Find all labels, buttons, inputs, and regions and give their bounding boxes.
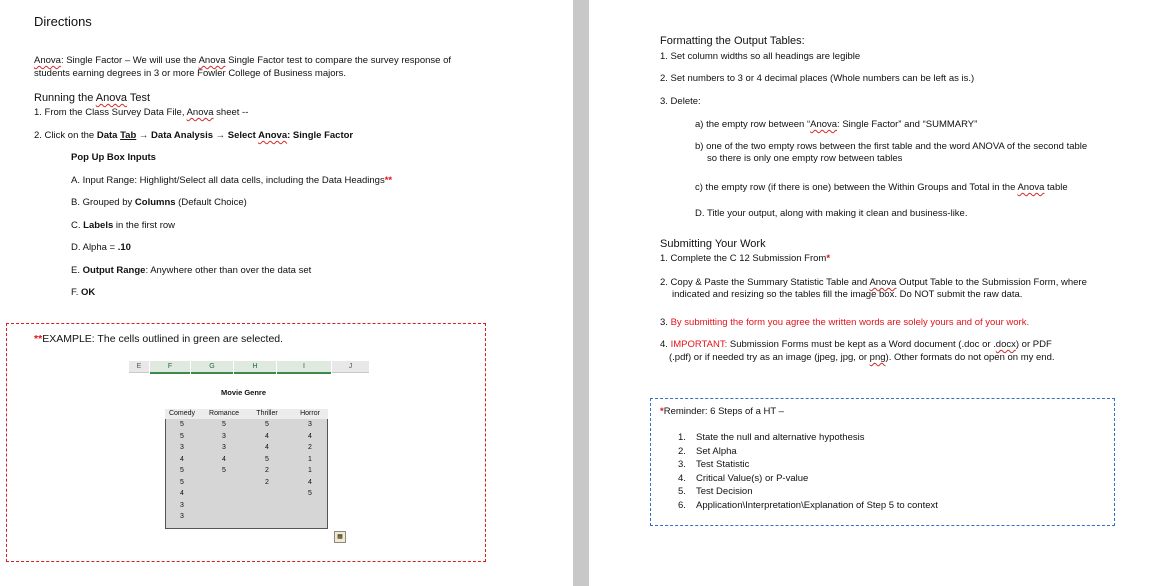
sheet-cell[interactable]: 5 <box>180 421 184 428</box>
reminder-item: Test Statistic <box>696 459 750 471</box>
right-page <box>589 0 1163 586</box>
step-1: 1. From the Class Survey Data File, Anova sheet -- <box>34 107 249 118</box>
sheet-cell[interactable]: 5 <box>180 432 184 440</box>
fmt-step-1: 1. Set column widths so all headings are legible <box>660 51 861 62</box>
sheet-cell[interactable]: 2 <box>265 467 269 474</box>
intro-line-2: students earning degrees in 3 or more Fowler College of Business majors. <box>34 68 347 79</box>
section-heading-running: Running the Anova Test <box>34 92 151 104</box>
left-page <box>0 0 573 586</box>
reminder-title: *Reminder: 6 Steps of a HT – <box>660 406 784 417</box>
spreadsheet-example <box>129 361 369 540</box>
sheet-cell[interactable] <box>246 489 288 500</box>
header-romance[interactable]: Romance <box>209 410 239 417</box>
reminder-item: State the null and alternative hypothesis <box>696 432 865 443</box>
col-header-f: F <box>150 361 190 374</box>
reminder-item: Test Decision <box>696 486 753 498</box>
sheet-cell[interactable]: 4 <box>180 455 184 463</box>
submit-step-2-line-2: indicated and resizing so the tables fill the image box. Do NOT submit the raw data. <box>672 289 1023 300</box>
quick-analysis-icon[interactable]: ▦ <box>334 531 346 543</box>
page-gutter <box>573 0 589 586</box>
fmt-step-2: 2. Set numbers to 3 or 4 decimal places (Whole numbers can be left as is.) <box>660 73 975 84</box>
delete-d: D. Title your output, along with making it clean and business-like. <box>695 208 968 219</box>
sheet-cell[interactable] <box>289 501 331 512</box>
sheet-cell[interactable] <box>203 501 245 512</box>
sheet-cell[interactable] <box>203 512 245 523</box>
input-d: D. Alpha = .10 <box>71 242 131 253</box>
page-title: Directions <box>34 14 92 29</box>
sheet-cell[interactable]: 5 <box>265 455 269 463</box>
input-e: E. Output Range: Anywhere other than over the data set <box>71 265 312 276</box>
fmt-step-3: 3. Delete: <box>660 96 701 107</box>
input-b: B. Grouped by Columns (Default Choice) <box>71 197 247 208</box>
col-header-i: I <box>277 361 331 374</box>
sheet-cell[interactable]: 5 <box>308 490 312 497</box>
reminder-item: Critical Value(s) or P-value <box>696 472 809 484</box>
sheet-cell[interactable]: 5 <box>222 421 226 428</box>
sheet-cell[interactable]: 3 <box>180 501 184 509</box>
input-a: A. Input Range: Highlight/Select all data cells, including the Data Headings** <box>71 175 393 186</box>
reminder-number: 4. <box>678 472 686 484</box>
sheet-cell[interactable]: 1 <box>308 455 312 463</box>
sheet-cell[interactable] <box>246 512 288 523</box>
sheet-cell[interactable]: 4 <box>265 432 269 440</box>
sheet-cell[interactable] <box>289 512 331 523</box>
delete-a: a) the empty row between “Anova: Single Factor” and “SUMMARY” <box>695 119 978 130</box>
sheet-cell[interactable]: 3 <box>180 513 184 520</box>
submit-step-4-line-2: (.pdf) or if needed try as an image (jpeg, jpg, or png). Other formats do not open on my end. <box>669 352 1055 363</box>
sheet-cell[interactable]: 2 <box>265 478 269 486</box>
sheet-cell[interactable]: 4 <box>222 455 226 463</box>
submit-step-2-line-1: 2. Copy & Paste the Summary Statistic Table and Anova Output Table to the Submission Form, where <box>660 277 1087 288</box>
sheet-cell[interactable]: 4 <box>265 444 269 451</box>
submit-step-3: 3. By submitting the form you agree the written words are solely yours and of your work. <box>660 317 1030 328</box>
reminder-number: 2. <box>678 445 686 457</box>
sheet-cell[interactable]: 5 <box>180 478 184 486</box>
example-caption: **EXAMPLE: The cells outlined in green are selected. <box>34 333 284 345</box>
reminder-item: Set Alpha <box>696 445 737 457</box>
delete-b-line-2: so there is only one empty row between tables <box>707 153 903 164</box>
reminder-number: 3. <box>678 459 686 471</box>
header-horror[interactable]: Horror <box>300 410 320 417</box>
sheet-cell[interactable] <box>246 501 288 512</box>
sheet-cell[interactable]: 3 <box>222 444 226 451</box>
sheet-title: Movie Genre <box>221 388 267 397</box>
delete-b-line-1: b) one of the two empty rows between the first table and the word ANOVA of the second table <box>695 141 1088 152</box>
sheet-cell[interactable]: 3 <box>308 421 312 428</box>
sheet-cell[interactable] <box>203 478 245 489</box>
sheet-cell[interactable]: 3 <box>180 444 184 451</box>
col-header-j: J <box>332 361 369 373</box>
step-2: 2. Click on the Data Tab → Data Analysis → Select Anova: Single Factor <box>34 130 354 141</box>
input-f: F. OK <box>71 287 96 298</box>
reminder-item: Application\Interpretation\Explanation of Step 5 to context <box>696 500 938 511</box>
sheet-cell[interactable]: 3 <box>222 432 226 440</box>
col-header-h: H <box>234 361 276 374</box>
submit-step-1: 1. Complete the C 12 Submission From* <box>660 253 831 264</box>
sheet-cell[interactable]: 5 <box>265 421 269 428</box>
sheet-cell[interactable]: 4 <box>180 490 184 497</box>
sheet-cell[interactable]: 5 <box>222 467 226 474</box>
sheet-cell[interactable]: 4 <box>308 432 312 440</box>
sheet-cell[interactable]: 4 <box>308 478 312 486</box>
header-comedy[interactable]: Comedy <box>168 410 196 417</box>
col-header-g: G <box>191 361 233 374</box>
intro-line-1: Anova: Single Factor – We will use the Anova Single Factor test to compare the survey response of <box>34 55 451 66</box>
reminder-number: 6. <box>678 500 686 511</box>
submit-step-4-line-1: 4. IMPORTANT: Submission Forms must be kept as a Word document (.doc or .docx) or PDF <box>660 339 1052 350</box>
header-thriller[interactable]: Thriller <box>256 410 278 417</box>
submitting-heading: Submitting Your Work <box>660 238 766 250</box>
sheet-cell[interactable]: 2 <box>308 444 312 451</box>
col-header-e: E <box>129 361 149 373</box>
reminder-number: 1. <box>678 432 686 443</box>
delete-c: c) the empty row (if there is one) between the Within Groups and Total in the Anova table <box>695 182 1068 193</box>
reminder-number: 5. <box>678 486 686 498</box>
sheet-cell[interactable]: 5 <box>180 467 184 474</box>
formatting-heading: Formatting the Output Tables: <box>660 35 805 47</box>
sheet-cell[interactable] <box>203 489 245 500</box>
sheet-cell[interactable]: 1 <box>308 467 312 474</box>
input-c: C. Labels in the first row <box>71 220 176 231</box>
popup-heading: Pop Up Box Inputs <box>71 152 156 163</box>
